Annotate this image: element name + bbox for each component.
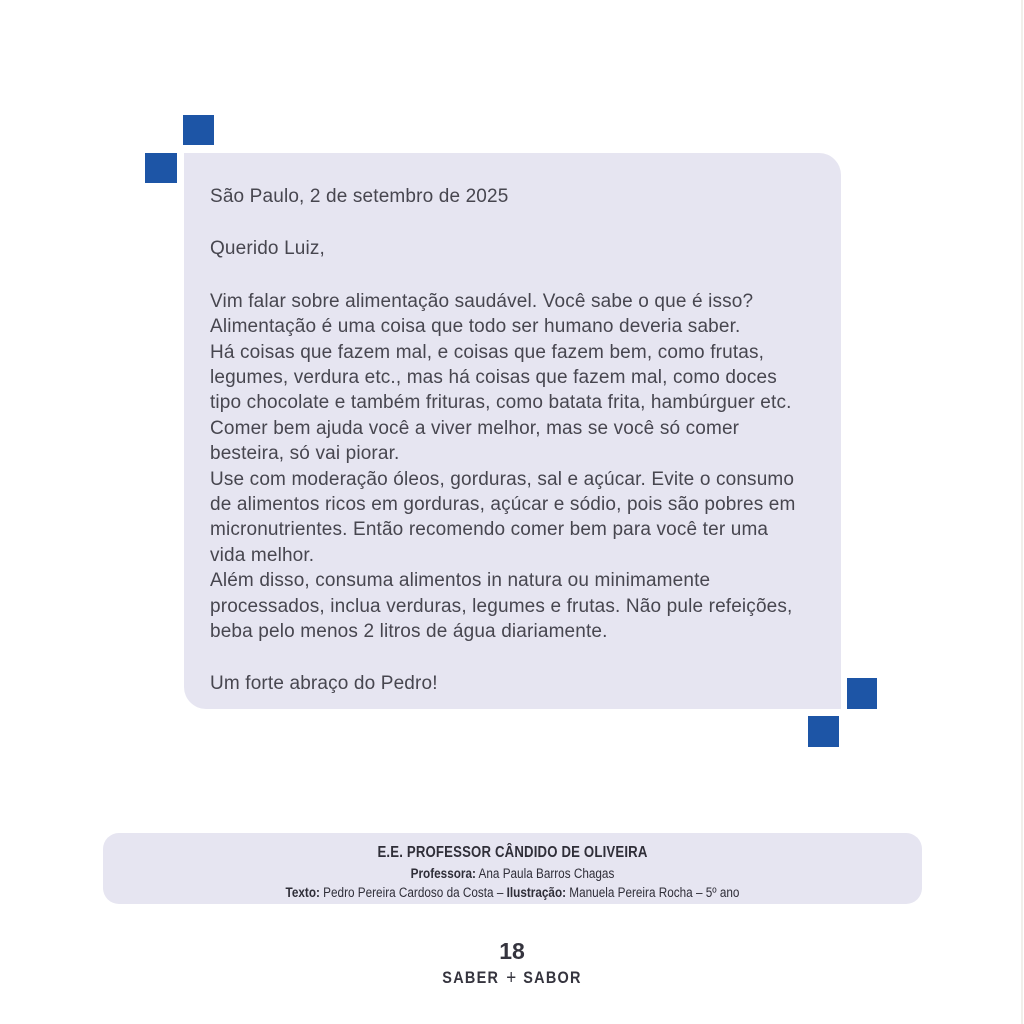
corner-accent-square-top-left-upper xyxy=(183,115,214,145)
credits-bar xyxy=(103,833,922,904)
brand-saber-sabor xyxy=(442,966,581,989)
letter-line: Além disso, consuma alimentos in natura ou minimamente xyxy=(210,570,711,592)
credits-teacher-line xyxy=(156,866,869,881)
corner-accent-square-bottom-right-upper xyxy=(847,678,877,709)
letter-line: processados, inclua verduras, legumes e frutas. Não pule refeições, xyxy=(210,595,793,617)
credits-text-label: Texto: xyxy=(285,885,320,900)
credits-illustration-author: Manuela Pereira Rocha – 5º ano xyxy=(566,885,740,900)
letter-body xyxy=(210,289,834,645)
letter-greeting: Querido Luiz, xyxy=(210,238,325,260)
letter-line: beba pelo menos 2 litros de água diariamente. xyxy=(210,621,608,643)
letter-line: Vim falar sobre alimentação saudável. Você sabe o que é isso? xyxy=(210,290,754,312)
letter-line: de alimentos ricos em gorduras, açúcar e sódio, pois são pobres em xyxy=(210,494,796,516)
credits-text-illustration-line xyxy=(156,885,869,900)
brand-line xyxy=(0,966,1024,989)
plus-icon: + xyxy=(506,967,517,989)
letter-line: Há coisas que fazem mal, e coisas que fazem bem, como frutas, xyxy=(210,341,765,363)
page-number: 18 xyxy=(499,938,525,964)
letter-line: legumes, verdura etc., mas há coisas que fazem mal, como doces xyxy=(210,367,777,389)
brand-left: SABER xyxy=(442,968,500,987)
credits-teacher-name: Ana Paula Barros Chagas xyxy=(475,866,615,881)
brand-right: SABOR xyxy=(523,968,582,987)
page-edge-artifact xyxy=(1021,0,1023,1024)
letter-date: São Paulo, 2 de setembro de 2025 xyxy=(210,186,509,207)
corner-accent-square-top-left-lower xyxy=(145,153,177,183)
credits-school-name: E.E. PROFESSOR CÂNDIDO DE OLIVEIRA xyxy=(377,844,648,861)
corner-accent-square-bottom-right-lower xyxy=(808,716,839,747)
letter-text xyxy=(210,184,834,696)
letter-line: vida melhor. xyxy=(210,544,315,566)
credits-teacher-label: Professora: xyxy=(410,866,476,881)
letter-line: tipo chocolate e também frituras, como batata frita, hambúrguer etc. xyxy=(210,392,792,414)
letter-line: Use com moderação óleos, gorduras, sal e açúcar. Evite o consumo xyxy=(210,468,795,490)
credits-illustration-label: Ilustração: xyxy=(506,885,567,900)
letter-line: Comer bem ajuda você a viver melhor, mas se você só comer xyxy=(210,417,740,439)
letter-line: besteira, só vai piorar. xyxy=(210,443,400,465)
letter-signoff: Um forte abraço do Pedro! xyxy=(210,672,438,694)
letter-line: Alimentação é uma coisa que todo ser humano deveria saber. xyxy=(210,316,741,338)
letter-line: micronutrientes. Então recomendo comer bem para você ter uma xyxy=(210,519,769,541)
credits-text-author: Pedro Pereira Cardoso da Costa – xyxy=(319,885,507,900)
